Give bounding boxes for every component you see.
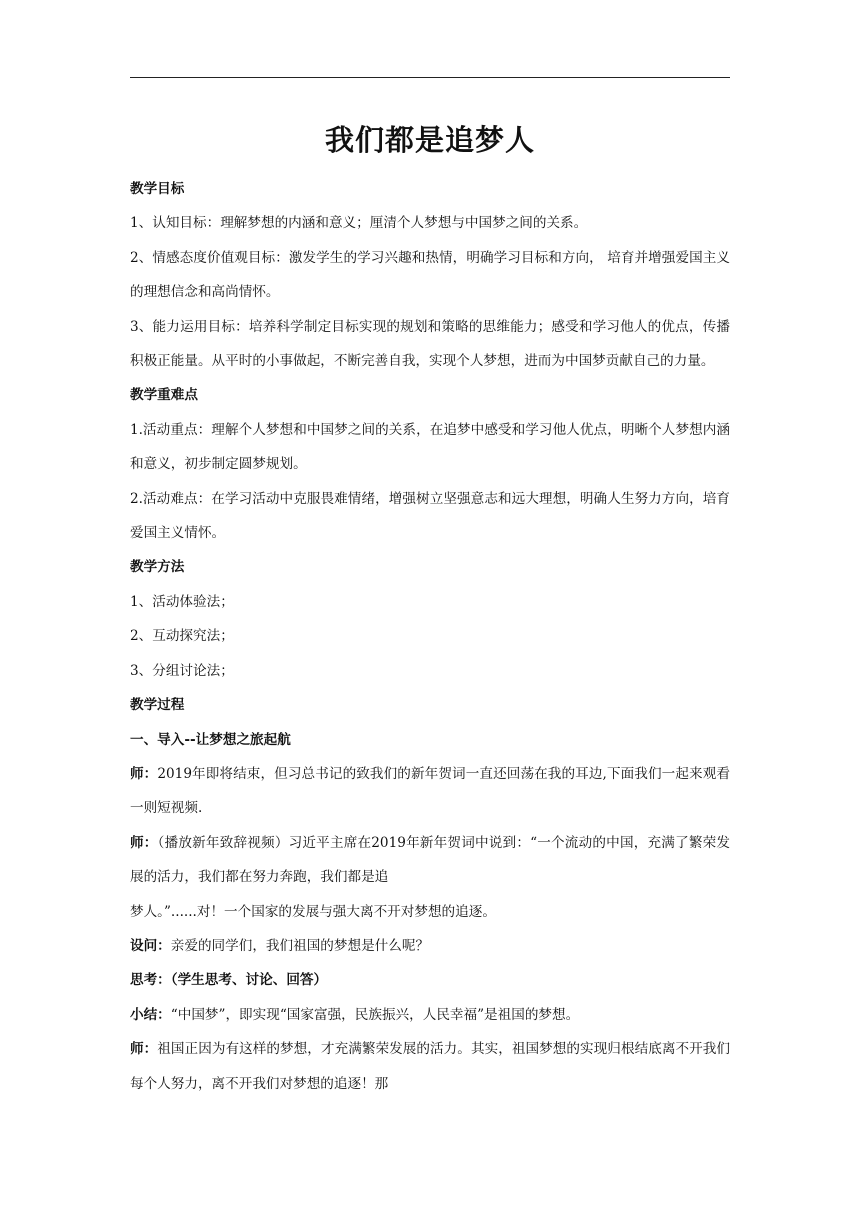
method-item: 3、分组讨论法；: [130, 662, 234, 679]
speaker-label: 师：: [130, 765, 158, 782]
question-paragraph: [130, 929, 730, 963]
paragraph-text: 亲爱的同学们，我们祖国的梦想是什么呢？: [170, 937, 430, 954]
document-body: [130, 172, 730, 1101]
goal-item: 3、能力运用目标：培养科学制定目标实现的规划和策略的思维能力；感受和学习他人的优点，传播积极正能量。从平时的小事做起，不断完善自我，实现个人梦想，进而为中国梦贡献自己的力量。: [130, 318, 730, 370]
paragraph-text: 2019年即将结束，但习总书记的致我们的新年贺词一直还回荡在我的耳边,下面我们一起来观看一则短视频.: [130, 765, 731, 817]
goal-item: 2、情感态度价值观目标：激发学生的学习兴趣和热情，明确学习目标和方向， 培育并增强爱国主义的理想信念和高尚情怀。: [130, 249, 730, 301]
teacher-paragraph: [130, 826, 730, 895]
paragraph-text: 祖国正因为有这样的梦想，才充满繁荣发展的活力。其实，祖国梦想的实现归根结底离不开我们每个人努力，离不开我们对梦想的追逐！那: [130, 1041, 731, 1092]
paragraph-text: （播放新年致辞视频）习近平主席在2019年新年贺词中说到：“一个流动的中国，充满了繁荣发展的活力，我们都在努力奔跑，我们都是追: [130, 834, 731, 886]
paragraph-continuation: 梦人。”......对！一个国家的发展与强大离不开对梦想的追逐。: [130, 903, 496, 920]
page-title: 我们都是追梦人: [324, 123, 535, 157]
teacher-paragraph: [130, 757, 730, 826]
summary-paragraph: [130, 998, 730, 1032]
goal-item: 1、认知目标：理解梦想的内涵和意义；厘清个人梦想与中国梦之间的关系。: [130, 215, 588, 232]
method-item: 2、互动探究法；: [130, 628, 234, 645]
teacher-paragraph: [130, 1032, 730, 1101]
speaker-label: 师：: [130, 1041, 158, 1058]
method-item: 1、活动体验法；: [130, 593, 234, 610]
process-subheading: 一、导入--让梦想之旅起航: [130, 731, 291, 748]
header-rule: [130, 77, 730, 78]
keypoint-item: 2.活动难点：在学习活动中克服畏难情绪，增强树立坚强意志和远大理想，明确人生努力方向，培育爱国主义情怀。: [130, 490, 730, 542]
speaker-label: 师：: [130, 834, 158, 851]
section-heading-methods: 教学方法: [130, 559, 185, 576]
keypoint-item: 1.活动重点：理解个人梦想和中国梦之间的关系，在追梦中感受和学习他人优点，明晰个人梦想内涵和意义，初步制定圆梦规划。: [130, 421, 730, 473]
summary-label: 小结：: [130, 1006, 171, 1023]
paragraph-text: “中国梦”，即实现“国家富强，民族振兴，人民幸福”是祖国的梦想。: [170, 1006, 580, 1023]
thinking-prompt: 思考：（学生思考、讨论、回答）: [130, 972, 328, 989]
section-heading-keypoints: 教学重难点: [130, 387, 198, 404]
section-heading-process: 教学过程: [130, 697, 185, 714]
question-label: 设问：: [130, 937, 171, 954]
section-heading-goals: 教学目标: [130, 181, 185, 197]
